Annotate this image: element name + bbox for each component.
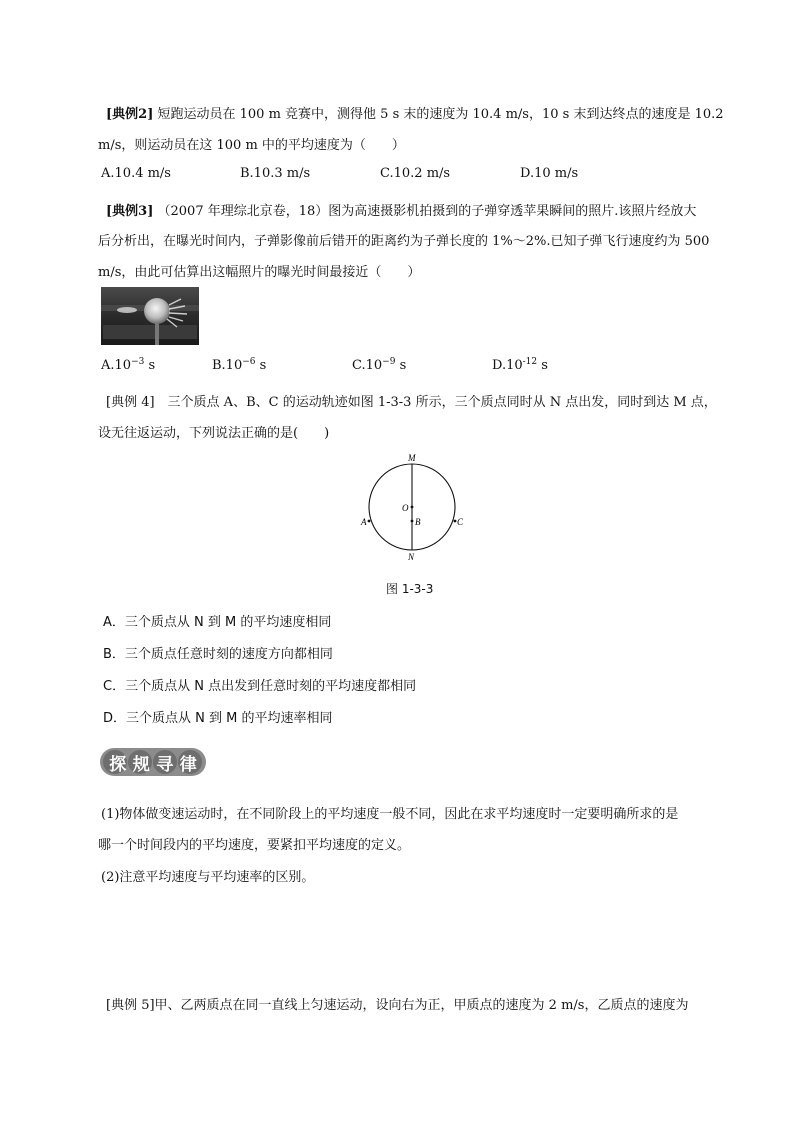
example-2-line-1 — [106, 103, 724, 122]
point-a — [368, 520, 371, 523]
label-m: M — [408, 453, 416, 463]
example-2-tag: [典例2] — [106, 107, 154, 122]
example-3-line-1 — [106, 200, 696, 219]
example-4-line-2: 设无往返运动，下列说法正确的是( ) — [98, 426, 330, 441]
example-4-line-1: [典例 4] 三个质点 A、B、C 的运动轨迹如图 1-3-3 所示，三个质点同时从 N 点出发，同时到达 M 点， — [106, 395, 717, 410]
point-o — [411, 506, 414, 509]
badge-char-2: 规 — [132, 754, 150, 775]
label-a: A — [361, 517, 367, 527]
example-3-option-c: $C.10^{-9}$ s — [352, 357, 407, 373]
label-b: B — [415, 517, 421, 527]
figure-caption: 图 1-3-3 — [386, 582, 434, 596]
label-o: O — [402, 503, 409, 513]
point-c — [454, 520, 457, 523]
example-5-line-1: [典例 5]甲、乙两质点在同一直线上匀速运动，设向右为正，甲质点的速度为 2 m/s，乙质点的速度为 — [106, 998, 689, 1013]
example-3-option-a: $A.10^{-3}$ s — [101, 357, 156, 373]
example-4-statement-c: C．三个质点从 N 点出发到任意时刻的平均速度都相同 — [103, 679, 417, 694]
example-3-tag: [典例3] — [106, 204, 154, 219]
label-c: C — [457, 517, 464, 527]
example-4-statement-a: A．三个质点从 N 到 M 的平均速度相同 — [103, 615, 332, 630]
example-2-line-2: m/s，则运动员在这 100 m 中的平均速度为（ ） — [98, 138, 405, 153]
rule-2: (2)注意平均速度与平均速率的区别。 — [101, 870, 315, 885]
section-badge — [100, 748, 206, 776]
rule-1-line-2: 哪一个时间段内的平均速度，要紧扣平均速度的定义。 — [98, 838, 411, 853]
badge-char-4: 律 — [179, 754, 197, 775]
example-4-statement-d: D．三个质点从 N 到 M 的平均速率相同 — [103, 711, 333, 726]
example-2-text-1: 短跑运动员在 100 m 竞赛中，测得他 5 s 末的速度为 10.4 m/s，10 s 末到达终点的速度是 10.2 — [157, 107, 724, 122]
badge-char-3: 寻 — [156, 754, 174, 775]
example-2-option-a: A.10.4 m/s — [101, 166, 171, 181]
example-3-line-3: m/s，由此可估算出这幅照片的曝光时间最接近（ ） — [98, 265, 421, 280]
label-n: N — [408, 552, 415, 562]
example-3-line-2: 后分析出，在曝光时间内，子弹影像前后错开的距离约为子弹长度的 1%～2%.已知子弹飞行速度约为 500 — [98, 234, 710, 249]
example-2-option-b: B.10.3 m/s — [240, 166, 311, 181]
example-4-statement-b: B．三个质点任意时刻的速度方向都相同 — [103, 647, 333, 662]
example-2-option-c: C.10.2 m/s — [380, 166, 451, 181]
example-3-option-d: $D.10^{-12}$ s — [492, 357, 548, 373]
point-b — [411, 520, 414, 523]
example-2-option-d: D.10 m/s — [520, 166, 579, 181]
bullet-apple-photo — [101, 287, 199, 345]
badge-char-1: 探 — [109, 754, 127, 775]
rule-1-line-1: (1)物体做变速运动时，在不同阶段上的平均速度一般不同，因此在求平均速度时一定要明确所求的是 — [101, 807, 679, 822]
example-3-option-b: $B.10^{-6}$ s — [212, 357, 267, 373]
trajectory-figure — [355, 450, 470, 565]
example-3-text-1: （2007 年理综北京卷，18）图为高速摄影机拍摄到的子弹穿透苹果瞬间的照片.该照片经放大 — [157, 204, 697, 219]
